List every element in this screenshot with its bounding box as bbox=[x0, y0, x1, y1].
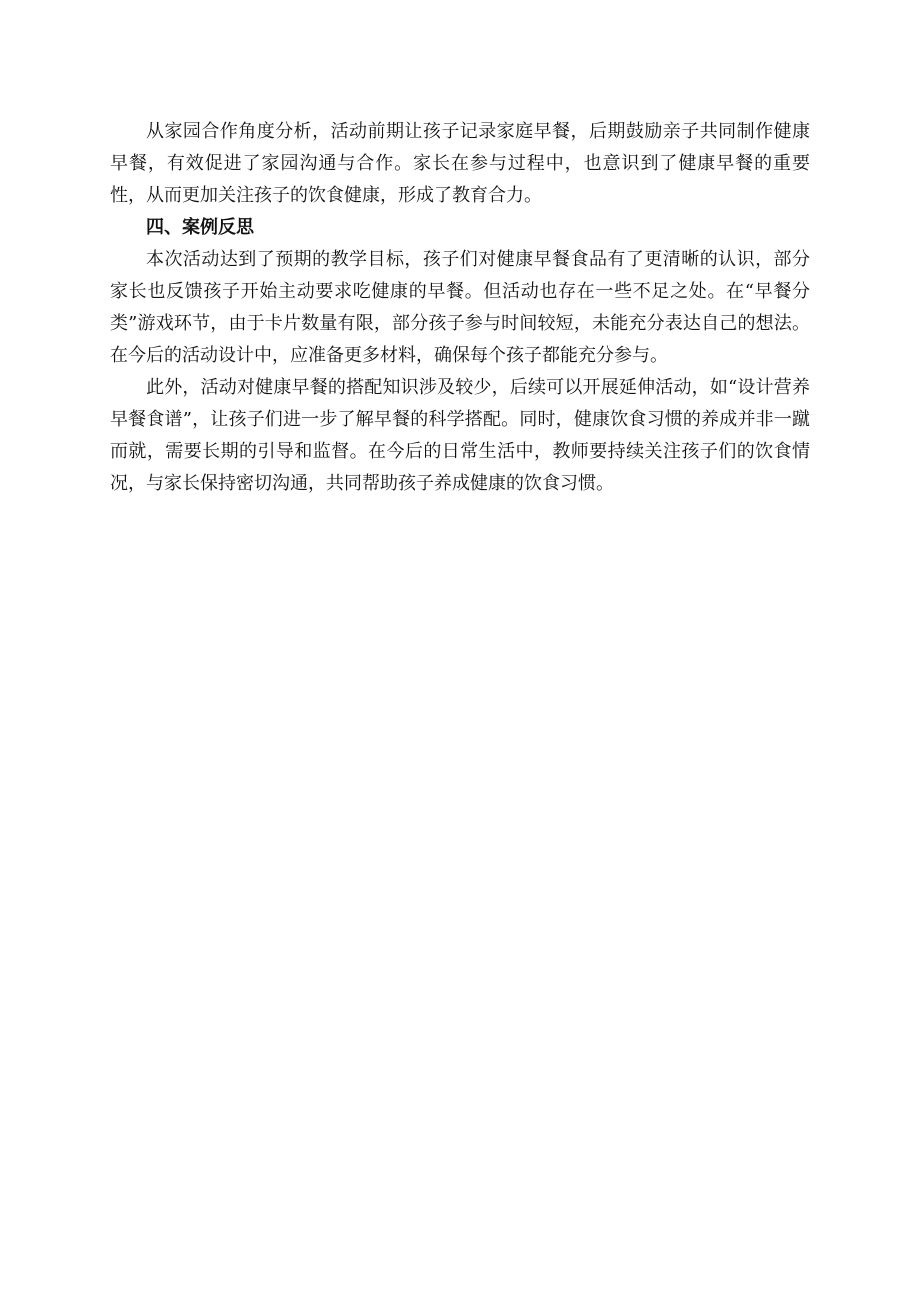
document-body bbox=[110, 116, 810, 500]
paragraph-home-school-cooperation: 从家园合作角度分析，活动前期让孩子记录家庭早餐，后期鼓励亲子共同制作健康早餐，有效促进了家园沟通与合作。家长在参与过程中，也意识到了健康早餐的重要性，从而更加关注孩子的饮食健康，形成了教育合力。 bbox=[110, 121, 810, 206]
paragraph-reflection-goals: 本次活动达到了预期的教学目标，孩子们对健康早餐食品有了更清晰的认识，部分家长也反馈孩子开始主动要求吃健康的早餐。但活动也存在一些不足之处。在“早餐分类”游戏环节，由于卡片数量有限，部分孩子参与时间较短，未能充分表达自己的想法。在今后的活动设计中，应准备更多材料，确保每个孩子都能充分参与。 bbox=[110, 249, 810, 366]
section-heading-case-reflection: 四、案例反思 bbox=[146, 217, 254, 238]
paragraph-reflection-extension: 此外，活动对健康早餐的搭配知识涉及较少，后续可以开展延伸活动，如“设计营养早餐食谱”，让孩子们进一步了解早餐的科学搭配。同时，健康饮食习惯的养成并非一蹴而就，需要长期的引导和监督。在今后的日常生活中，教师要持续关注孩子们的饮食情况，与家长保持密切沟通，共同帮助孩子养成健康的饮食习惯。 bbox=[110, 377, 810, 494]
